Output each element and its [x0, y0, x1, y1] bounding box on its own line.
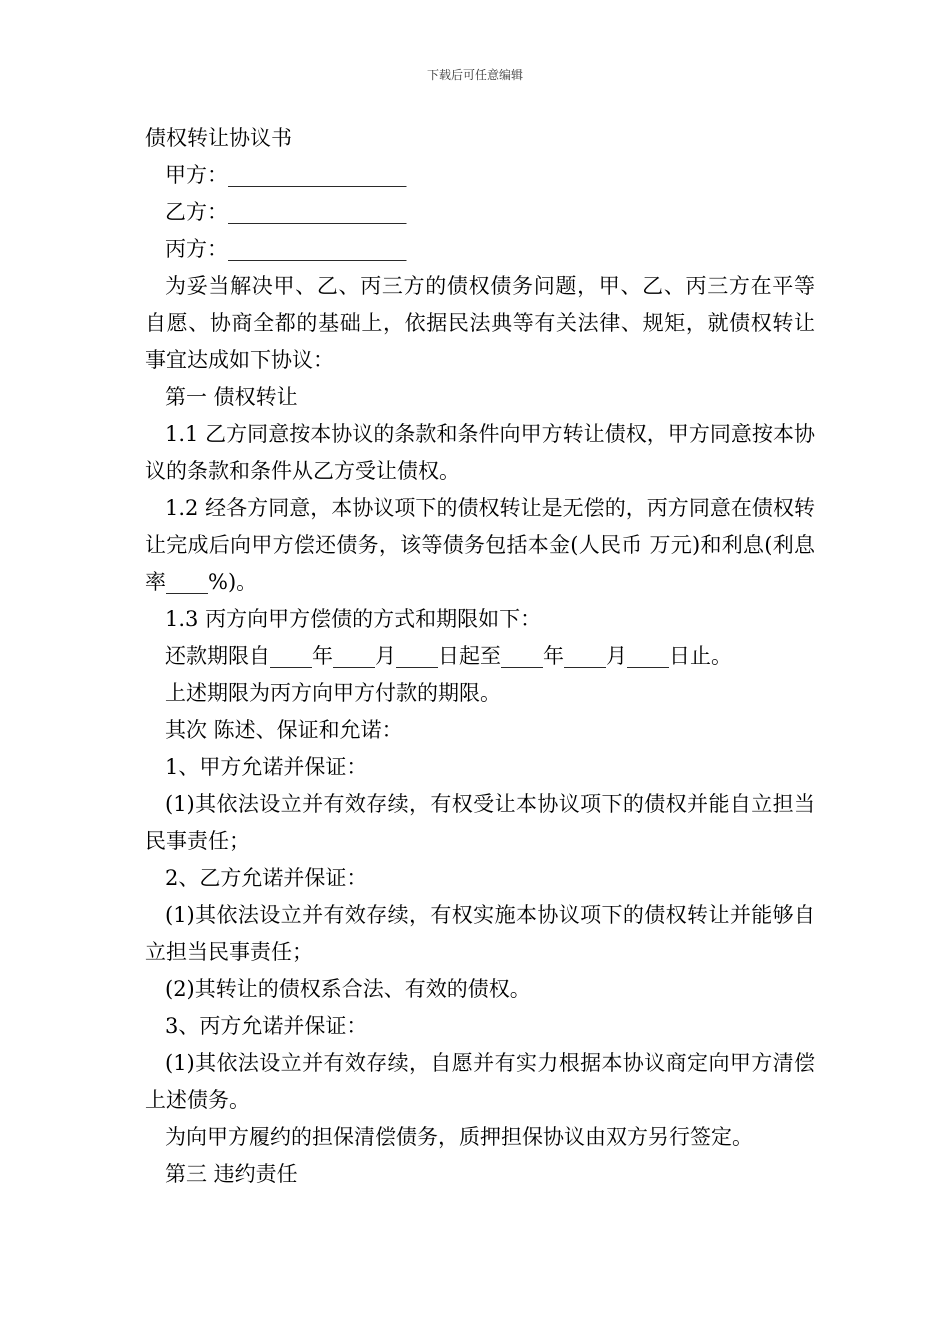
clause-1-2: 1.2 经各方同意，本协议项下的债权转让是无偿的，丙方同意在债权转让完成后向甲方偿还债务，该等债务包括本金(人民币 万元)和利息(利息率____%)。 [145, 496, 815, 594]
clause-1-3: 1.3 丙方向甲方偿债的方式和期限如下： [165, 607, 542, 631]
section-heading-2: 其次 陈述、保证和允诺： [165, 718, 403, 742]
party-b-promise-heading: 2、乙方允诺并保证： [165, 866, 368, 890]
guarantee-paragraph: 为向甲方履约的担保清偿债务，质押担保协议由双方另行签定。 [165, 1125, 753, 1149]
party-b-promise-2: (2)其转让的债权系合法、有效的债权。 [165, 977, 531, 1001]
repayment-period-line: 还款期限自____年____月____日起至____年____月____日止。 [165, 644, 732, 668]
section-heading-1: 第一 债权转让 [165, 385, 298, 409]
party-c-promise-heading: 3、丙方允诺并保证： [165, 1014, 368, 1038]
party-c-line: 丙方：_________________ [165, 237, 407, 261]
party-b-promise-1: (1)其依法设立并有效存续，有权实施本协议项下的债权转让并能够自立担当民事责任； [145, 903, 815, 964]
party-b-line: 乙方：_________________ [165, 200, 407, 224]
section-heading-3: 第三 违约责任 [165, 1162, 298, 1186]
clause-1-1: 1.1 乙方同意按本协议的条款和条件向甲方转让债权，甲方同意按本协议的条款和条件从乙方受让债权。 [145, 422, 815, 483]
party-a-line: 甲方：_________________ [165, 163, 407, 187]
preamble-paragraph: 为妥当解决甲、乙、丙三方的债权债务问题，甲、乙、丙三方在平等自愿、协商全都的基础上，依据民法典等有关法律、规矩，就债权转让事宜达成如下协议： [145, 274, 815, 372]
header-note: 下载后可任意编辑 [426, 68, 523, 82]
party-c-promise-1: (1)其依法设立并有效存续，自愿并有实力根据本协议商定向甲方清偿上述债务。 [145, 1051, 815, 1112]
document-body [145, 120, 815, 1193]
period-note: 上述期限为丙方向甲方付款的期限。 [165, 681, 501, 705]
party-a-promise-heading: 1、甲方允诺并保证： [165, 755, 368, 779]
document-title: 债权转让协议书 [145, 126, 292, 150]
party-a-promise-1: (1)其依法设立并有效存续，有权受让本协议项下的债权并能自立担当民事责任； [145, 792, 815, 853]
